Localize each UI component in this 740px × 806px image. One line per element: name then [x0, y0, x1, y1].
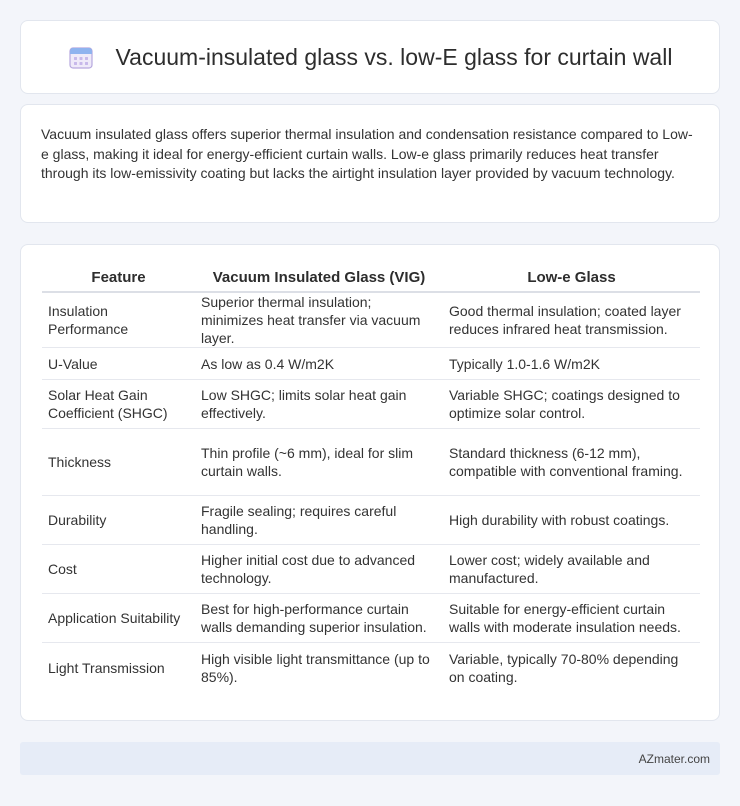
page-title: Vacuum-insulated glass vs. low-E glass for curtain wall [115, 43, 673, 70]
table-row [42, 429, 700, 496]
title-card [20, 20, 720, 94]
table-row [42, 496, 700, 545]
table-header-row [42, 263, 700, 293]
table-cell: High durability with robust coatings. [443, 496, 700, 545]
table-cell: Durability [42, 496, 195, 545]
table-cell: Variable, typically 70-80% depending on coating. [449, 650, 679, 685]
comparison-table-card [20, 244, 720, 721]
header-vig: Vacuum Insulated Glass (VIG) [195, 263, 443, 293]
footer-site-name: AZmater.com [638, 751, 710, 766]
summary-card [20, 104, 720, 223]
table-cell: As low as 0.4 W/m2K [195, 348, 443, 380]
table-cell: Cost [42, 545, 195, 594]
summary-paragraph: Vacuum insulated glass offers superior thermal insulation and condensation resistance compared to Low-e glass, making it ideal for energy-efficient curtain walls. Low-e glass primarily reduces heat transfer through its low-emissivity coating but lacks the airtight insulation layer provided by vacuum technology. [41, 126, 693, 181]
calendar-icon [68, 44, 94, 70]
table-cell: Insulation Performance [42, 293, 195, 348]
table-cell: Solar Heat Gain Coefficient (SHGC) [42, 380, 195, 429]
comparison-table [42, 263, 700, 692]
table-cell: U-Value [42, 348, 195, 380]
table-cell: Thin profile (~6 mm), ideal for slim curtain walls. [195, 429, 443, 496]
table-cell: Low SHGC; limits solar heat gain effectively. [195, 380, 443, 429]
header-low-e: Low-e Glass [443, 263, 700, 293]
table-cell: Typically 1.0-1.6 W/m2K [443, 348, 700, 380]
table-row [42, 643, 700, 692]
table-cell: Suitable for energy-efficient curtain walls with moderate insulation needs. [443, 594, 700, 643]
table-cell: Application Suitability [42, 594, 195, 643]
header-feature: Feature [42, 263, 195, 293]
table-row [42, 594, 700, 643]
table-cell: Variable SHGC; coatings designed to optimize solar control. [443, 380, 700, 429]
table-row [42, 348, 700, 380]
table-cell: Fragile sealing; requires careful handling. [195, 496, 443, 545]
table-cell: Good thermal insulation; coated layer reduces infrared heat transmission. [443, 293, 700, 348]
table-row [42, 293, 700, 348]
table-cell: Superior thermal insulation; minimizes heat transfer via vacuum layer. [195, 293, 443, 348]
table-row [42, 380, 700, 429]
table-cell: Thickness [42, 429, 195, 496]
footer-bar [20, 742, 720, 775]
table-cell: Light Transmission [48, 659, 165, 676]
table-row [42, 545, 700, 594]
table-cell: Lower cost; widely available and manufactured. [443, 545, 700, 594]
table-cell: Higher initial cost due to advanced technology. [195, 545, 443, 594]
table-cell: Standard thickness (6-12 mm), compatible with conventional framing. [443, 429, 700, 496]
table-cell: Best for high-performance curtain walls demanding superior insulation. [195, 594, 443, 643]
table-cell: High visible light transmittance (up to 85%). [201, 650, 430, 685]
